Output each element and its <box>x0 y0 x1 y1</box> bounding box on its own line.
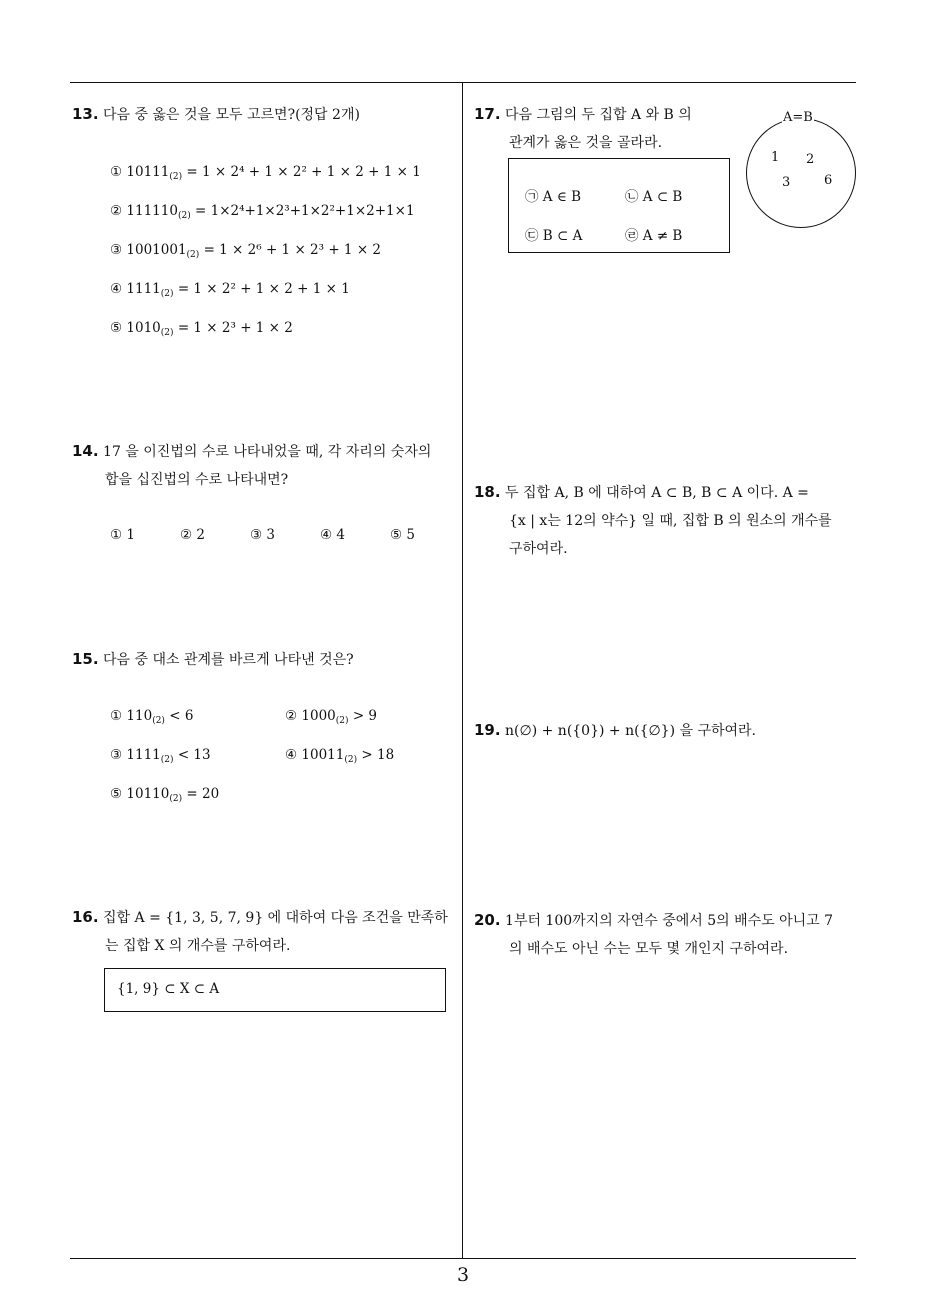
q15-option-1[interactable]: ① $110_{(2)} < 6$ <box>110 708 194 726</box>
page-number: 3 <box>456 1264 470 1286</box>
question-number: 13. <box>72 105 99 123</box>
question-number: 16. <box>72 908 99 926</box>
question-text-line2: 는 집합 X 의 개수를 구하여라. <box>105 938 291 954</box>
question-number: 15. <box>72 650 99 668</box>
q14-option-2[interactable]: ② 2 <box>180 527 205 543</box>
question-16 <box>72 903 457 960</box>
top-rule <box>70 82 856 83</box>
q13-option-1[interactable]: ① $10111_{(2)} = 1 \times 2^4 + 1 \times 2^2 + 1 \times 2 + 1 \times 1$ <box>110 164 421 182</box>
venn-element: 6 <box>824 173 833 188</box>
q14-option-3[interactable]: ③ 3 <box>250 527 275 543</box>
question-18 <box>474 478 859 563</box>
question-text-line2: 의 배수도 아닌 수는 모두 몇 개인지 구하여라. <box>509 941 789 957</box>
choice-4[interactable]: ㉣ A ≠ B <box>625 228 683 244</box>
question-number: 18. <box>474 483 501 501</box>
q13-option-4[interactable]: ④ $1111_{(2)} = 1 \times 2^2 + 1 \times 2 + 1 \times 1$ <box>110 281 350 299</box>
question-number: 14. <box>72 442 99 460</box>
q15-option-5[interactable]: ⑤ $10110_{(2)} = 20$ <box>110 786 220 804</box>
question-number: 20. <box>474 911 501 929</box>
q13-option-5[interactable]: ⑤ $1010_{(2)} = 1 \times 2^3 + 1 \times 2$ <box>110 320 293 338</box>
question-text-line3: 구하여라. <box>509 541 568 557</box>
question-text-line1: 두 집합 A, B 에 대하여 A ⊂ B, B ⊂ A 이다. A = <box>505 485 809 501</box>
venn-element: 2 <box>806 152 815 167</box>
q15-option-3[interactable]: ③ $1111_{(2)} < 13$ <box>110 747 211 765</box>
q14-option-5[interactable]: ⑤ 5 <box>390 527 415 543</box>
question-number: 19. <box>474 721 501 739</box>
question-14 <box>72 437 457 494</box>
condition-box <box>104 968 446 1012</box>
question-15 <box>72 645 457 674</box>
question-number: 17. <box>474 105 501 123</box>
question-text: 다음 중 옳은 것을 모두 고르면?(정답 2개) <box>103 107 360 123</box>
question-20 <box>474 906 859 963</box>
q15-option-2[interactable]: ② $1000_{(2)} > 9$ <box>285 708 378 726</box>
question-text-line1: 집합 A = {1, 3, 5, 7, 9} 에 대하여 다음 조건을 만족하 <box>103 910 448 926</box>
question-13 <box>72 100 457 129</box>
choices-box <box>508 158 730 253</box>
question-text: n(∅) + n({0}) + n({∅}) 을 구하여라. <box>505 723 757 739</box>
question-text-line1: 17 을 이진법의 수로 나타내었을 때, 각 자리의 숫자의 <box>103 444 432 460</box>
q15-option-4[interactable]: ④ $10011_{(2)} > 18$ <box>285 747 395 765</box>
question-text-line1: 다음 그림의 두 집합 A 와 B 의 <box>505 107 692 123</box>
question-17 <box>474 100 739 157</box>
choice-1[interactable]: ㉠ A ∈ B <box>525 189 582 205</box>
bottom-rule <box>70 1258 856 1259</box>
venn-diagram <box>746 118 856 228</box>
condition-text: {1, 9} ⊂ X ⊂ A <box>117 981 220 997</box>
column-divider <box>462 82 463 1258</box>
choice-2[interactable]: ㉡ A ⊂ B <box>625 189 683 205</box>
question-text: 다음 중 대소 관계를 바르게 나타낸 것은? <box>103 652 354 668</box>
q14-option-1[interactable]: ① 1 <box>110 527 135 543</box>
question-text-line2: {x | x는 12의 약수} 일 때, 집합 B 의 원소의 개수를 <box>509 513 832 529</box>
choice-3[interactable]: ㉢ B ⊂ A <box>525 228 583 244</box>
venn-element: 3 <box>782 175 791 190</box>
venn-set-label: A=B <box>783 110 813 125</box>
venn-element: 1 <box>771 150 780 165</box>
question-text-line1: 1부터 100까지의 자연수 중에서 5의 배수도 아니고 7 <box>505 913 834 929</box>
q13-option-2[interactable]: ② $111110_{(2)} = 1\times 2^4+1\times 2^3+1\times 2^2+1\times 2+1\times 1$ <box>110 203 415 221</box>
question-19 <box>474 716 859 745</box>
question-text-line2: 합을 십진법의 수로 나타내면? <box>105 472 289 488</box>
q14-option-4[interactable]: ④ 4 <box>320 527 345 543</box>
q13-option-3[interactable]: ③ $1001001_{(2)} = 1 \times 2^6 + 1 \times 2^3 + 1 \times 2$ <box>110 242 382 260</box>
question-text-line2: 관계가 옳은 것을 골라라. <box>509 135 663 151</box>
